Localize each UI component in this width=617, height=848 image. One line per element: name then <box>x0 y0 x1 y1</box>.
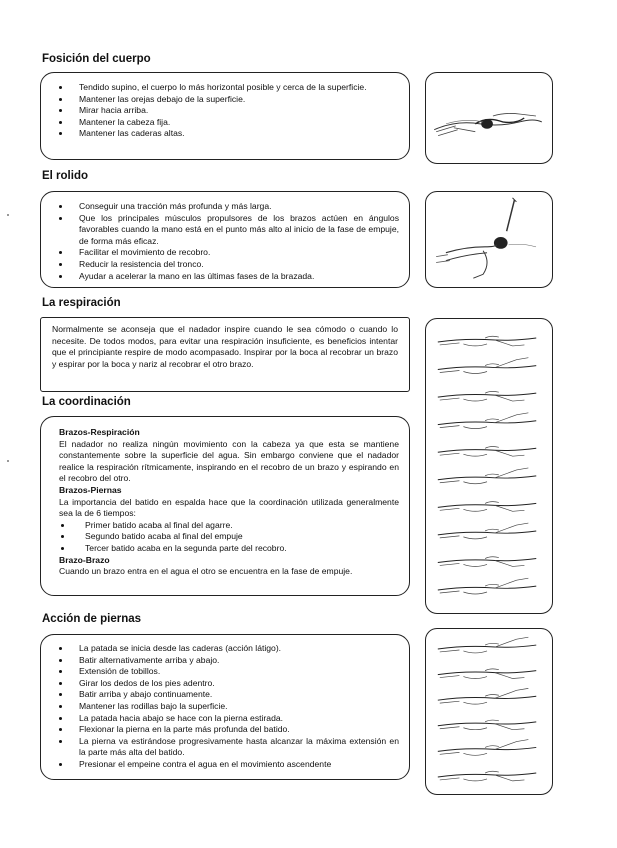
list-item: • Tendido supino, el cuerpo lo más horizontal posible y cerca de la superficie. <box>71 82 399 94</box>
list-item: • Tercer batido acaba en la segunda parte del recobro. <box>73 543 399 555</box>
list-item: • Conseguir una tracción más profunda y más larga. <box>71 201 399 213</box>
section-title-body-position: Fosición del cuerpo <box>42 53 151 65</box>
roll-illustration <box>425 191 553 288</box>
section-title-breathing: La respiración <box>42 297 121 309</box>
arm-arm-heading: Brazo-Brazo <box>59 554 110 565</box>
breathing-box <box>40 317 410 392</box>
kick-frame <box>438 720 536 730</box>
section-title-coordination: La coordinación <box>42 396 131 408</box>
list-item: • Reducir la resistencia del tronco. <box>71 259 399 271</box>
list-item: • La patada se inicia desde las caderas (acción látigo). <box>71 643 399 655</box>
list-item: • La patada hacia abajo se hace con la pierna estirada. <box>71 713 399 725</box>
list-item: • Flexionar la pierna en la parte más profunda del batido. <box>71 724 399 736</box>
kick-sequence-figure <box>426 629 552 794</box>
body-position-illustration <box>425 72 553 164</box>
list-item: • La pierna va estirándose progresivamente hasta alcanzar la máxima extensión en la parte más alta del batido. <box>71 736 399 759</box>
list-item: • Girar los dedos de los pies adentro. <box>71 678 399 690</box>
scan-mark <box>7 460 9 462</box>
leg-action-list <box>41 643 399 771</box>
roll-list <box>41 201 399 282</box>
section-title-leg-action: Acción de piernas <box>42 613 142 625</box>
body-position-box <box>40 72 410 160</box>
list-item: • Primer batido acaba al final del agarre. <box>73 520 399 532</box>
list-item: • Mantener las orejas debajo de la superficie. <box>71 94 399 106</box>
list-item: • Batir alternativamente arriba y abajo. <box>71 655 399 667</box>
swimmer-supine-figure <box>426 73 552 163</box>
arms-legs-text: La importancia del batido en espalda hace que la coordinación utilizada generalmente sea la de 6 tiempos: <box>59 496 399 519</box>
roll-box <box>40 191 410 288</box>
list-item: • Que los principales músculos propulsores de los brazos actúen en ángulos favorables cuando la mano está en el punto más alto al inicio de la fase de empuje, de forma más eficaz. <box>71 213 399 248</box>
list-item: • Extensión de tobillos. <box>71 666 399 678</box>
coordination-illustration <box>425 318 553 614</box>
list-item: • Mirar hacia arriba. <box>71 105 399 117</box>
kick-frame <box>438 637 536 653</box>
kick-frame <box>438 771 536 781</box>
list-item: • Mantener la cabeza fija. <box>71 117 399 129</box>
swimmer-frame <box>438 468 536 484</box>
swimmer-frame <box>438 523 536 539</box>
kick-frame <box>438 688 536 704</box>
swimmer-sequence-figure <box>426 319 552 613</box>
leg-action-box <box>40 634 410 780</box>
list-item: • Presionar el empeine contra el agua en el movimiento ascendente <box>71 759 399 771</box>
breathing-text: Normalmente se aconseja que el nadador inspire cuando le sea cómodo o cuando lo necesite. De todos modos, para evitar una respiración insuficiente, es beneficios intentar que el principiante respire de modo acompasado. Inspirar por la boca al recobrar un brazo y espirar por la boca y nariz al recobrar el otro brazo. <box>52 324 398 369</box>
swimmer-frame <box>438 358 536 374</box>
body-position-list <box>41 82 399 140</box>
list-item: • Mantener las caderas altas. <box>71 128 399 140</box>
swimmer-frame <box>438 413 536 429</box>
arms-legs-heading: Brazos-Piernas <box>59 484 122 495</box>
arms-breathing-heading: Brazos-Respiración <box>59 427 140 437</box>
scan-mark <box>7 214 9 216</box>
swimmer-frame <box>438 336 536 346</box>
swimmer-frame <box>438 447 536 457</box>
list-item: • Facilitar el movimiento de recobro. <box>71 247 399 259</box>
swimmer-frame <box>438 391 536 401</box>
list-item: • Mantener las rodillas bajo la superficie. <box>71 701 399 713</box>
swimmer-roll-figure <box>426 192 552 287</box>
kick-frame <box>438 669 536 679</box>
arms-legs-list <box>59 520 399 555</box>
coordination-box <box>40 416 410 596</box>
arms-breathing-text: El nadador no realiza ningún movimiento con la cabeza ya que esta se mantiene constantemente sobre la superficie del agua. Sin embargo conviene que el nadador realice la respiración rítmicamente, inspirando en el recobro de un brazo y espirando en el recobro del otro. <box>59 438 399 484</box>
list-item: • Batir arriba y abajo continuamente. <box>71 689 399 701</box>
list-item: • Ayudar a acelerar la mano en las últimas fases de la brazada. <box>71 271 399 283</box>
section-title-roll: El rolido <box>42 170 88 182</box>
arm-arm-text: Cuando un brazo entra en el agua el otro se encuentra en la fase de empuje. <box>59 566 353 577</box>
swimmer-frame <box>438 502 536 512</box>
swimmer-frame <box>438 578 536 594</box>
swimmer-frame <box>438 557 536 567</box>
leg-action-illustration <box>425 628 553 795</box>
kick-frame <box>438 740 536 756</box>
list-item: • Segundo batido acaba al final del empuje <box>73 531 399 543</box>
